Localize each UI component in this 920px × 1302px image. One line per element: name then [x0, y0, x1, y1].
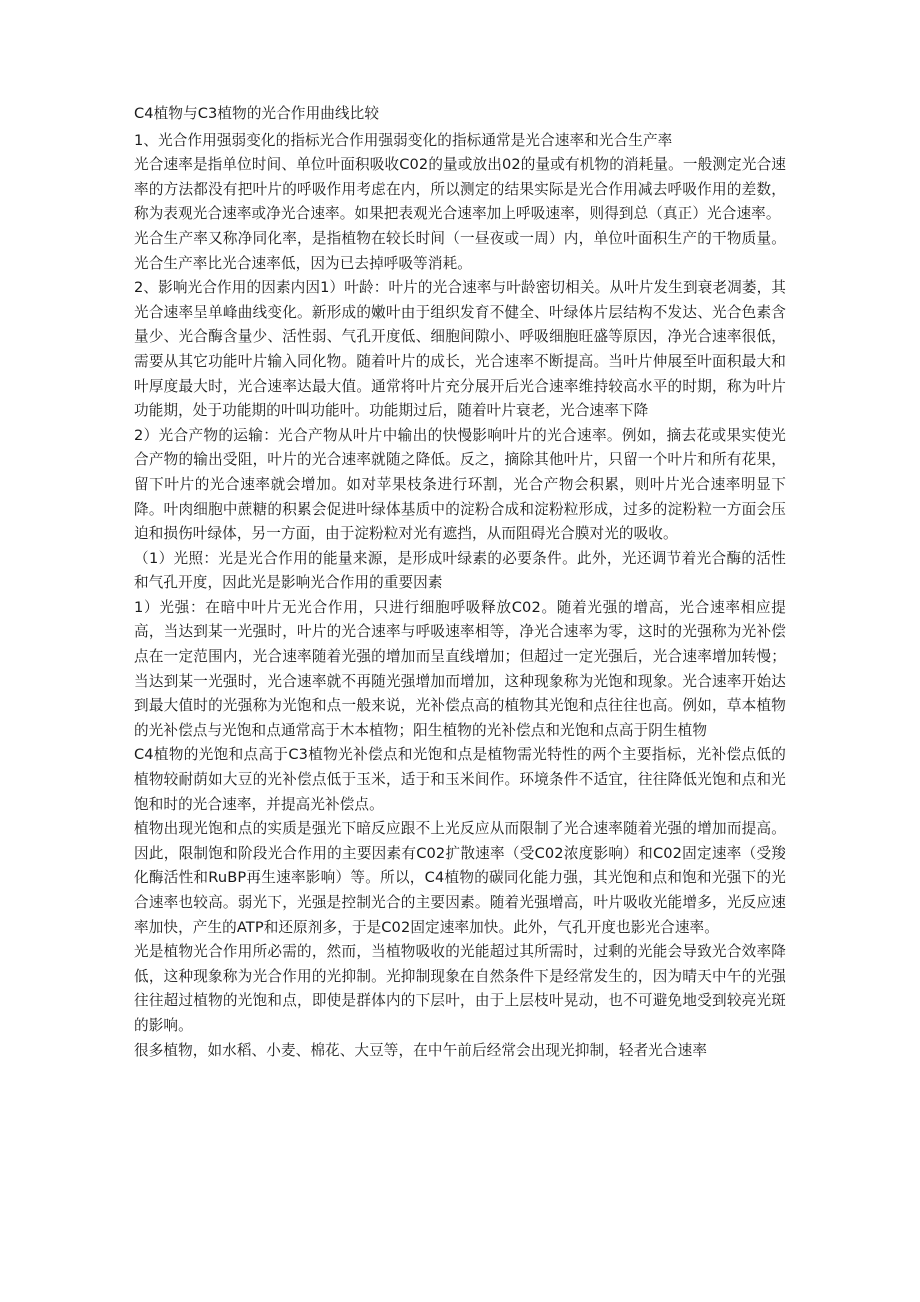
paragraph-saturation-essence: 植物出现光饱和点的实质是强光下暗反应跟不上光反应从而限制了光合速率随着光强的增加而提高。因此，限制饱和阶段光合作用的主要因素有C02扩散速率（受C02浓度影响）和C02固定速率（受羧化酶活性和RuBP再生速率影响）等。所以，C4植物的碳同化能力强，其光饱和点和饱和光强下的光合速率也较高。弱光下，光强是控制光合的主要因素。随着光强增高，叶片吸收光能增多，光反应速率加快，产生的ATP和还原剂多，于是C02固定速率加快。此外，气孔开度也影光合速率。	[134, 820, 786, 936]
document-title: C4植物与C3植物的光合作用曲线比较	[134, 105, 380, 122]
document-body	[134, 102, 786, 1063]
paragraph-plants-noon: 很多植物，如水稻、小麦、棉花、大豆等，在中午前后经常会出现光抑制，轻者光合速率	[134, 1041, 708, 1059]
paragraph-indicators-heading: 1、光合作用强弱变化的指标光合作用强弱变化的指标通常是光合速率和光合生产率	[134, 131, 673, 149]
paragraph-c4-saturation: C4植物的光饱和点高于C3植物光补偿点和光饱和点是植物需光特性的两个主要指标，光补偿点低的植物较耐荫如大豆的光补偿点低于玉米，适于和玉米间作。环境条件不适宜，往往降低光饱和点和光饱和时的光合速率，并提高光补偿点。	[134, 746, 786, 813]
paragraph-light-intensity: 1）光强：在暗中叶片无光合作用，只进行细胞呼吸释放C02。随着光强的增高，光合速率相应提高，当达到某一光强时，叶片的光合速率与呼吸速率相等，净光合速率为零，这时的光强称为光补偿点在一定范围内，光合速率随着光强的增加而呈直线增加；但超过一定光强后，光合速率增加转慢；当达到某一光强时，光合速率就不再随光强增加而增加，这种现象称为光饱和现象。光合速率开始达到最大值时的光强称为光饱和点一般来说，光补偿点高的植物其光饱和点往往也高。例如，草本植物的光补偿点与光饱和点通常高于木本植物；阳生植物的光补偿点和光饱和点高于阴生植物	[134, 598, 786, 739]
paragraph-photosynthetic-rate: 光合速率是指单位时间、单位叶面积吸收C02的量或放出02的量或有机物的消耗量。一般测定光合速率的方法都没有把叶片的呼吸作用考虑在内，所以测定的结果实际是光合作用减去呼吸作用的差数，称为表观光合速率或净光合速率。如果把表观光合速率加上呼吸速率，则得到总（真正）光合速率。	[134, 156, 786, 223]
paragraph-product-transport: 2）光合产物的运输：光合产物从叶片中输出的快慢影响叶片的光合速率。例如，摘去花或果实使光合产物的输出受阻，叶片的光合速率就随之降低。反之，摘除其他叶片，只留一个叶片和所有花果，留下叶片的光合速率就会增加。如对苹果枝条进行环割，光合产物会积累，则叶片光合速率明显下降。叶肉细胞中蔗糖的积累会促进叶绿体基质中的淀粉合成和淀粉粒形成，过多的淀粉粒一方面会压迫和损伤叶绿体，另一方面，由于淀粉粒对光有遮挡，从而阻碍光合膜对光的吸收。	[134, 426, 786, 543]
paragraph-production-rate: 光合生产率又称净同化率，是指植物在较长时间（一昼夜或一周）内，单位叶面积生产的干物质量。光合生产率比光合速率低，因为已去掉呼吸等消耗。	[134, 229, 786, 272]
paragraph-photoinhibition: 光是植物光合作用所必需的，然而，当植物吸收的光能超过其所需时，过剩的光能会导致光合效率降低，这种现象称为光合作用的光抑制。光抑制现象在自然条件下是经常发生的，因为晴天中午的光强往往超过植物的光饱和点，即使是群体内的下层叶，由于上层枝叶晃动，也不可避免地受到较亮光斑的影响。	[134, 943, 786, 1034]
paragraph-light: （1）光照：光是光合作用的能量来源，是形成叶绿素的必要条件。此外，光还调节着光合酶的活性和气孔开度，因此光是影响光合作用的重要因素	[134, 549, 786, 592]
paragraph-leaf-age: 2、影响光合作用的因素内因1）叶龄：叶片的光合速率与叶龄密切相关。从叶片发生到衰老凋萎，其光合速率呈单峰曲线变化。新形成的嫩叶由于组织发育不健全、叶绿体片层结构不发达、光合色素含量少、光合酶含量少、活性弱、气孔开度低、细胞间隙小、呼吸细胞旺盛等原因，净光合速率很低，需要从其它功能叶片输入同化物。随着叶片的成长，光合速率不断提高。当叶片伸展至叶面积最大和叶厚度最大时，光合速率达最大值。通常将叶片充分展开后光合速率维持较高水平的时期，称为叶片功能期，处于功能期的叶叫功能叶。功能期过后，随着叶片衰老，光合速率下降	[134, 279, 786, 420]
